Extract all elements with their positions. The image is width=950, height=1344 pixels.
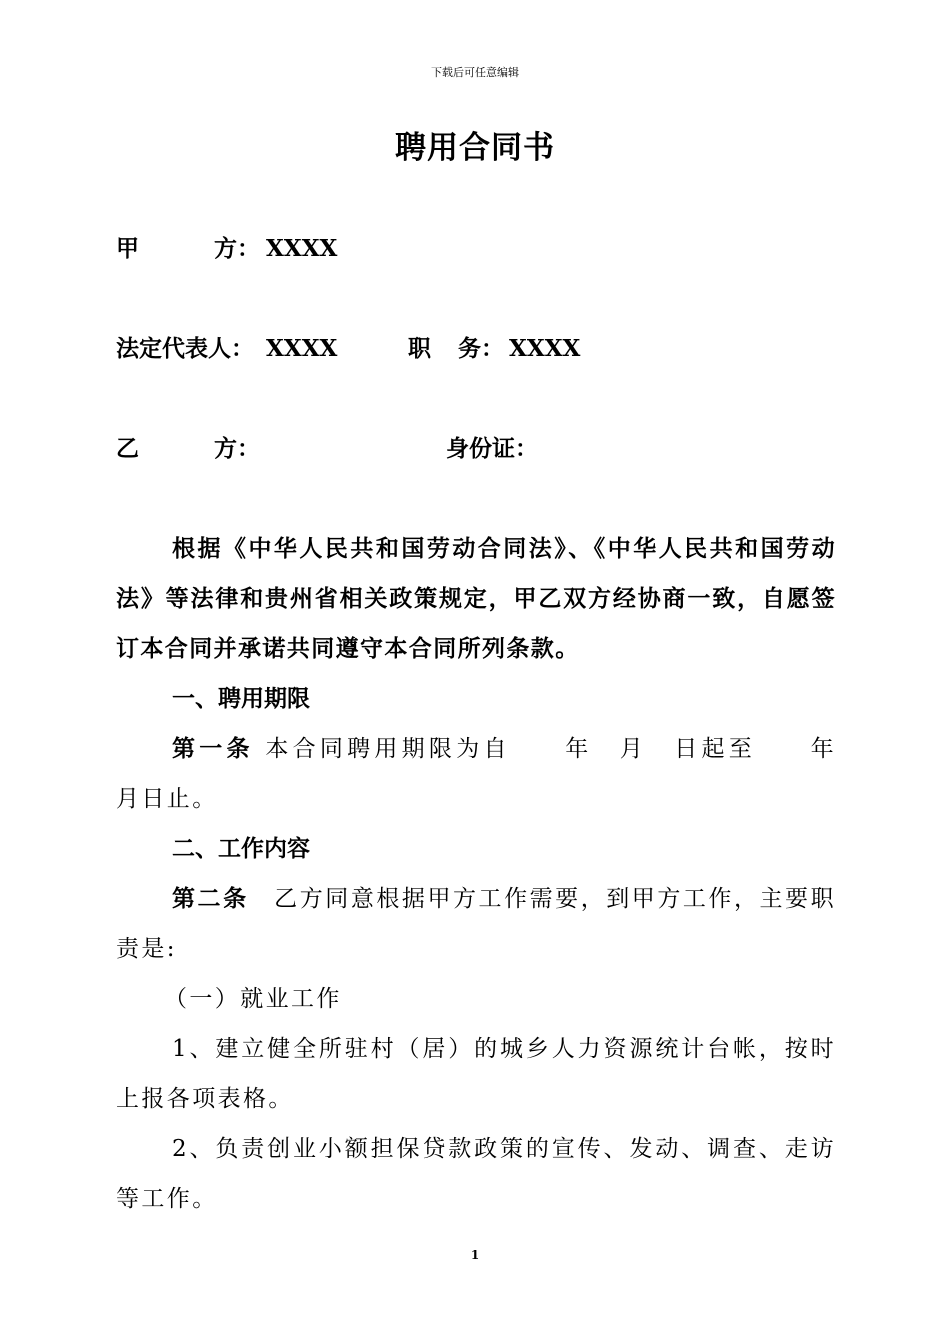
- position-label: 职: [408, 336, 431, 362]
- section-heading-term: 一、聘用期限: [172, 686, 310, 712]
- party-a-label-suffix: 方：: [214, 236, 260, 262]
- party-a-value: XXXX: [266, 235, 338, 262]
- article-two-label: 第二条: [172, 886, 249, 912]
- party-b-label: 乙: [116, 436, 139, 462]
- legal-rep-value: XXXX: [266, 335, 338, 362]
- position-label-suffix: 务：: [458, 336, 504, 362]
- party-a-label: 甲: [116, 236, 139, 262]
- party-b-label-suffix: 方：: [214, 436, 260, 462]
- duty-item: 2、负责创业小额担保贷款政策的宣传、发动、调查、走访等工作。: [116, 1136, 836, 1212]
- sub-heading-employment: （一）就业工作: [164, 986, 342, 1012]
- article-two: [116, 874, 836, 974]
- article-one-label: 第一条: [172, 736, 254, 762]
- document-title: 聘用合同书: [395, 130, 555, 166]
- duty-item: 1、建立健全所驻村（居）的城乡人力资源统计台帐，按时上报各项表格。: [116, 1036, 836, 1112]
- position-value: XXXX: [509, 335, 581, 362]
- id-card-label: 身份证：: [446, 436, 538, 462]
- page-number: 1: [470, 1248, 480, 1262]
- legal-rep-label: 法定代表人：: [116, 336, 254, 362]
- contract-body: [116, 524, 862, 1224]
- section-heading-duties: 二、工作内容: [172, 836, 310, 862]
- preamble-paragraph: 根据《中华人民共和国劳动合同法》、《中华人民共和国劳动法》等法律和贵州省相关政策规定，甲乙双方经协商一致，自愿签订本合同并承诺共同遵守本合同所列条款。: [116, 536, 836, 662]
- article-two-text: 乙方同意根据甲方工作需要，到甲方工作，主要职责是:: [116, 886, 837, 962]
- article-one: [116, 724, 862, 824]
- article-one-text: 本合同聘用期限为自 年 月 日起至 年 月日止。: [116, 736, 862, 812]
- header-note: 下载后可任意编辑: [431, 66, 519, 79]
